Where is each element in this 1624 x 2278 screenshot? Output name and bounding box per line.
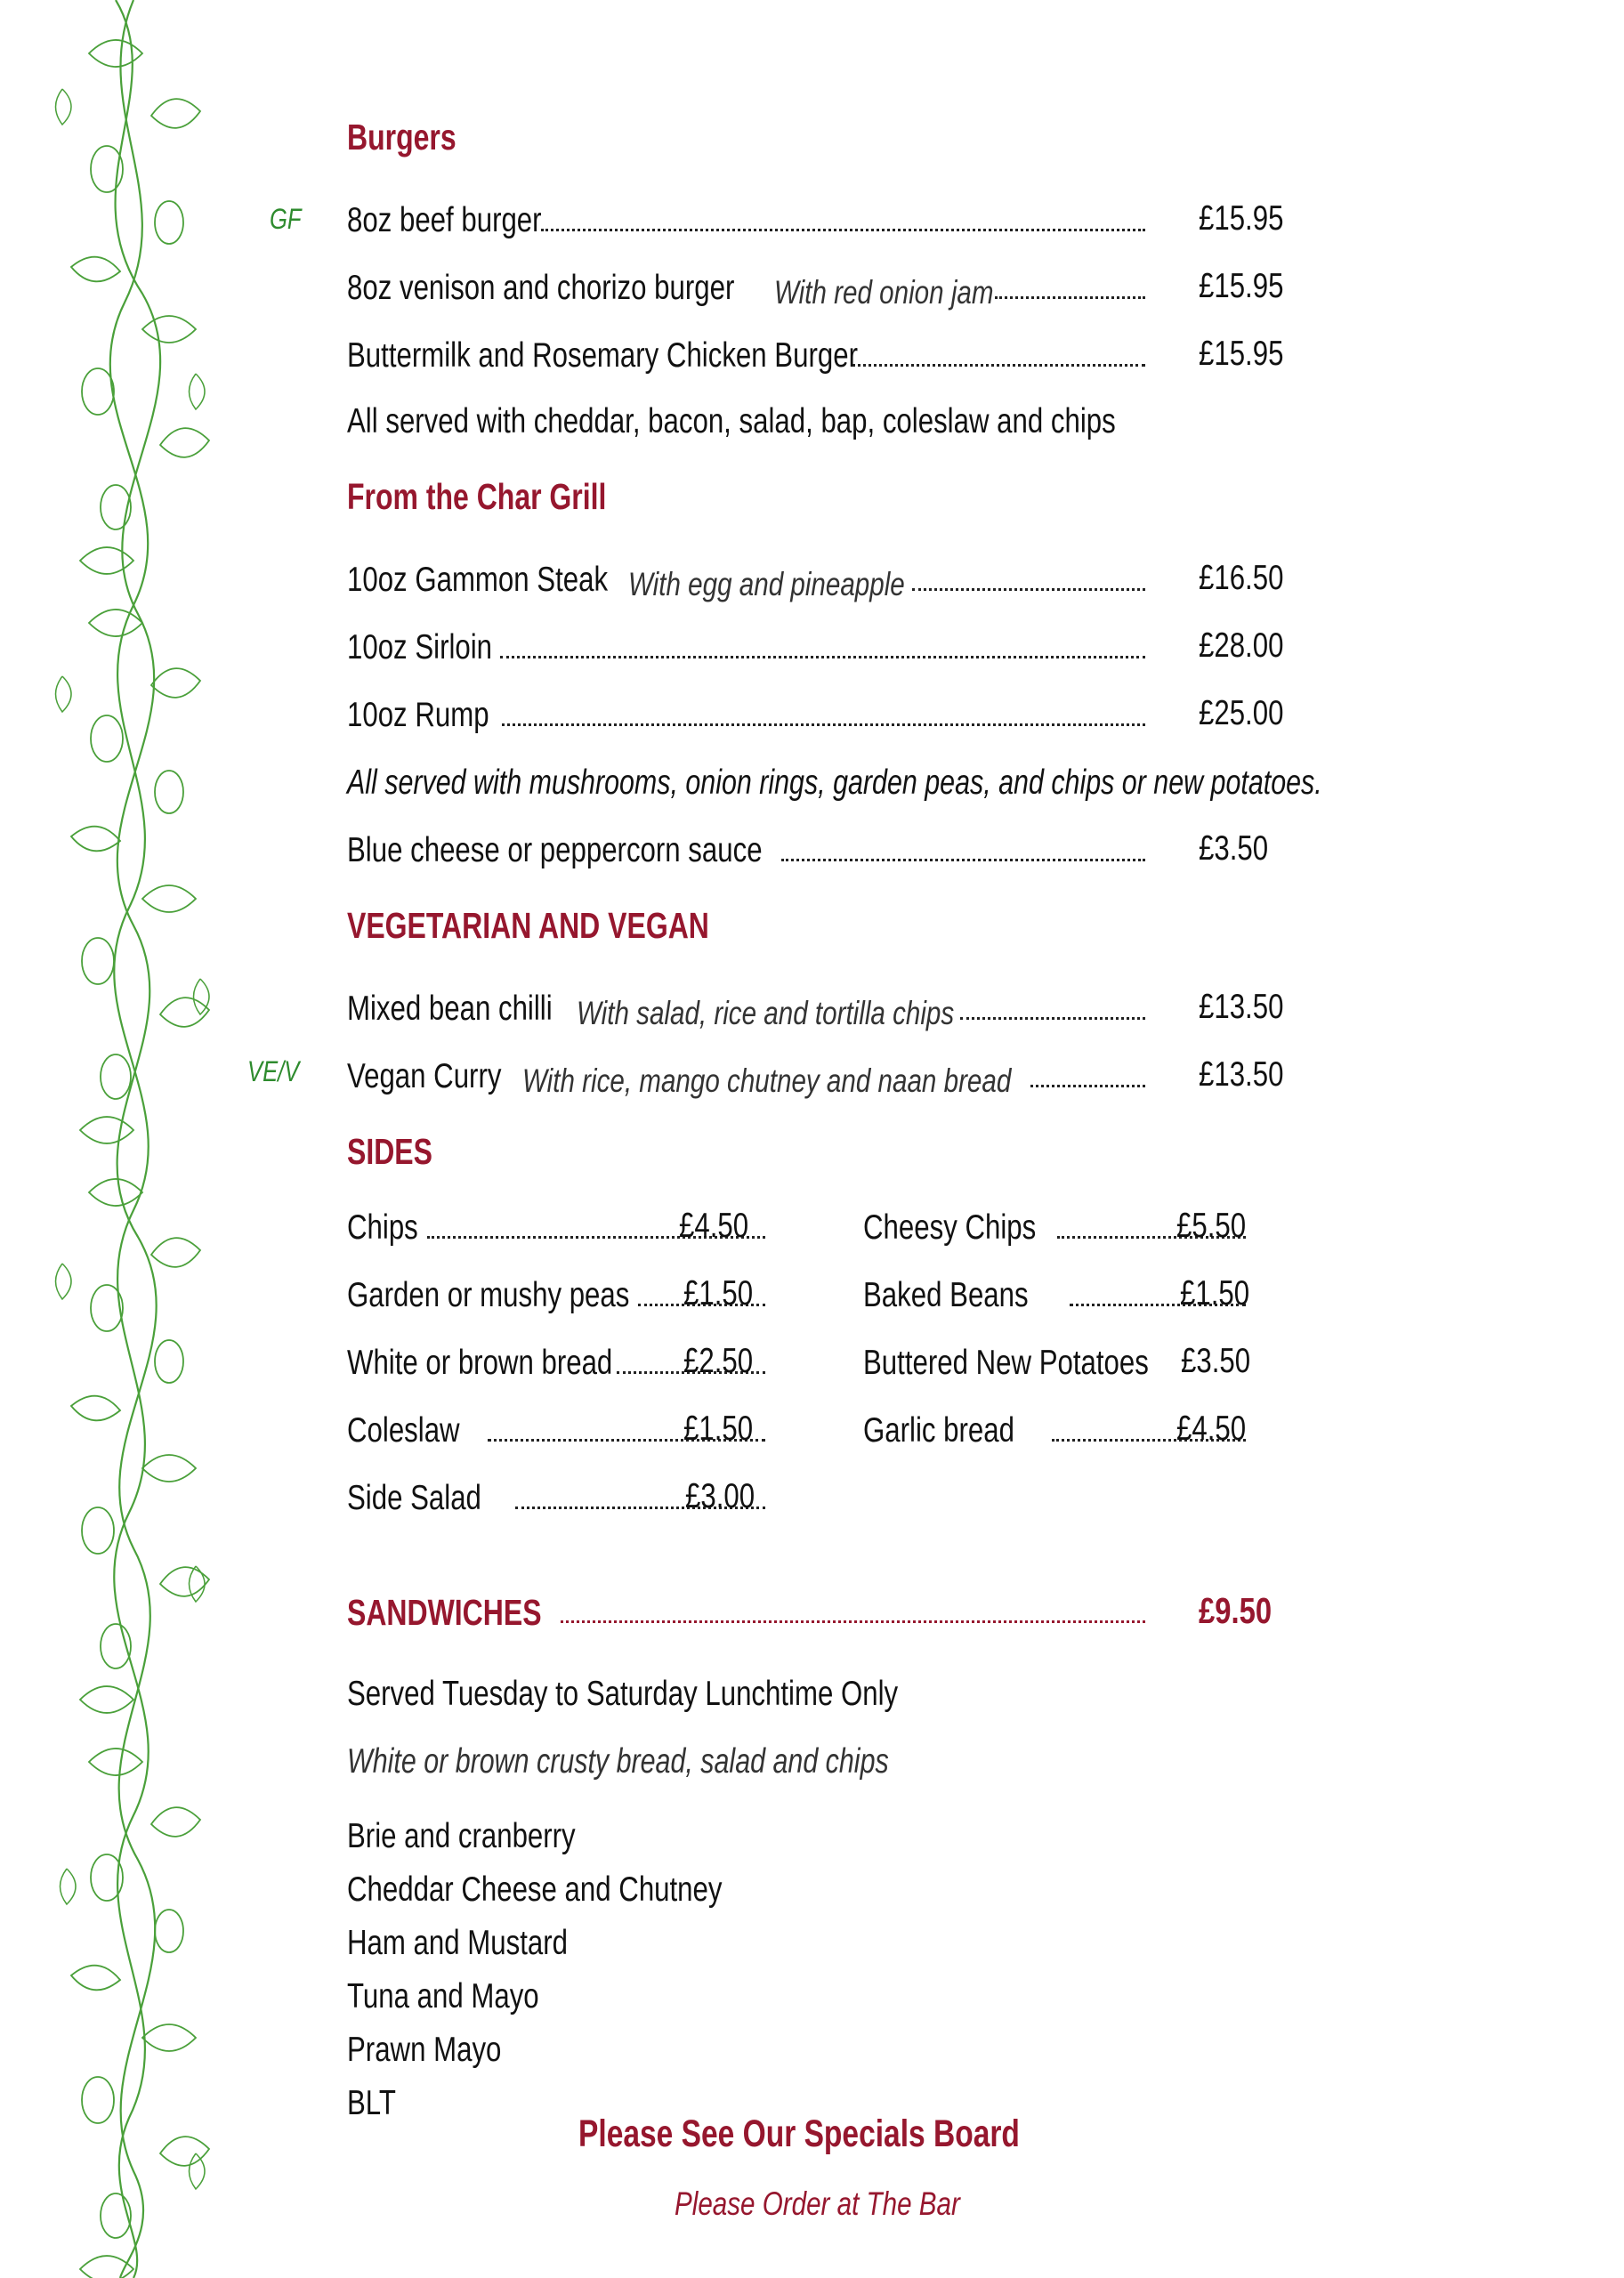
item-price: £16.50 bbox=[1199, 559, 1284, 597]
side-name: Coleslaw bbox=[347, 1411, 460, 1450]
side-price: £4.50 bbox=[1176, 1410, 1247, 1448]
section-heading-char-grill: From the Char Grill bbox=[347, 476, 607, 517]
specials-board-note: Please See Our Specials Board bbox=[578, 2112, 1020, 2155]
menu-item bbox=[347, 692, 1145, 739]
dot-leader bbox=[1030, 1085, 1145, 1087]
item-description: With rice, mango chutney and naan bread bbox=[521, 1062, 1012, 1099]
item-price: £15.95 bbox=[1199, 199, 1284, 238]
item-name: 10oz Rump bbox=[347, 696, 489, 734]
side-price: £1.50 bbox=[683, 1274, 754, 1313]
item-price: £13.50 bbox=[1199, 1055, 1284, 1094]
side-price: £4.50 bbox=[679, 1207, 749, 1245]
item-name: Mixed bean chilli bbox=[347, 990, 553, 1028]
item-price: £13.50 bbox=[1199, 988, 1284, 1026]
side-name: Side Salad bbox=[347, 1479, 481, 1517]
item-description: With red onion jam bbox=[774, 274, 994, 311]
menu-content bbox=[347, 0, 1442, 2278]
side-price: £5.50 bbox=[1176, 1207, 1247, 1245]
section-heading-sides: SIDES bbox=[347, 1131, 432, 1172]
item-price: £25.00 bbox=[1199, 694, 1284, 732]
sandwich-item: Ham and Mustard bbox=[347, 1924, 568, 1962]
menu-item bbox=[347, 198, 1145, 244]
side-name: Chips bbox=[347, 1208, 418, 1247]
item-price: £28.00 bbox=[1199, 626, 1284, 665]
sandwich-item: Prawn Mayo bbox=[347, 2031, 502, 2069]
sandwiches-price: £9.50 bbox=[1199, 1590, 1273, 1631]
vegan-vegetarian-tag: VE/V bbox=[247, 1055, 300, 1087]
menu-item bbox=[347, 986, 1145, 1032]
item-name: 8oz venison and chorizo burger bbox=[347, 269, 735, 307]
order-at-bar-note: Please Order at The Bar bbox=[675, 2185, 960, 2222]
dot-leader bbox=[561, 1620, 1145, 1623]
char-grill-note: All served with mushrooms, onion rings, garden peas, and chips or new potatoes. bbox=[347, 763, 1322, 802]
menu-item bbox=[347, 1054, 1145, 1100]
side-name: Garlic bread bbox=[863, 1411, 1014, 1450]
dot-leader bbox=[852, 364, 1145, 367]
item-price: £15.95 bbox=[1199, 267, 1284, 305]
dot-leader bbox=[912, 588, 1145, 591]
side-name: Cheesy Chips bbox=[863, 1208, 1037, 1247]
item-name: 10oz Sirloin bbox=[347, 628, 493, 666]
side-price: £1.50 bbox=[1180, 1274, 1250, 1313]
menu-item bbox=[347, 265, 1145, 311]
item-description: With egg and pineapple bbox=[628, 566, 906, 602]
menu-item bbox=[347, 625, 1145, 671]
section-heading-sandwiches: SANDWICHES bbox=[347, 1592, 542, 1633]
side-price: £2.50 bbox=[683, 1342, 754, 1380]
item-name: 10oz Gammon Steak bbox=[347, 561, 609, 599]
menu-item bbox=[347, 557, 1145, 603]
side-name: Buttered New Potatoes bbox=[863, 1344, 1149, 1382]
sandwiches-heading-row bbox=[347, 1589, 1145, 1636]
burgers-note: All served with cheddar, bacon, salad, bap, coleslaw and chips bbox=[347, 402, 1116, 440]
dot-leader bbox=[502, 723, 1145, 726]
section-heading-vegetarian: VEGETARIAN AND VEGAN bbox=[347, 905, 709, 946]
dot-leader bbox=[500, 656, 1145, 658]
sandwich-item: BLT bbox=[347, 2084, 396, 2122]
sandwich-item: Cheddar Cheese and Chutney bbox=[347, 1870, 723, 1909]
side-name: Baked Beans bbox=[863, 1276, 1029, 1314]
side-name: Garden or mushy peas bbox=[347, 1276, 630, 1314]
dot-leader bbox=[960, 1017, 1145, 1020]
sandwiches-note: White or brown crusty bread, salad and chips bbox=[347, 1742, 889, 1781]
dot-leader bbox=[541, 229, 1145, 231]
side-price: £3.50 bbox=[1181, 1342, 1251, 1380]
menu-item bbox=[347, 333, 1145, 379]
side-price: £1.50 bbox=[683, 1410, 754, 1448]
section-heading-burgers: Burgers bbox=[347, 117, 456, 158]
gluten-free-tag: GF bbox=[270, 203, 302, 235]
menu-item bbox=[347, 828, 1145, 874]
side-price: £3.00 bbox=[685, 1477, 755, 1515]
dot-leader bbox=[995, 296, 1145, 299]
item-name: 8oz beef burger bbox=[347, 201, 542, 239]
hop-vine-border bbox=[36, 0, 240, 2278]
item-description: With salad, rice and tortilla chips bbox=[577, 995, 955, 1031]
dot-leader bbox=[781, 859, 1145, 861]
item-price: £15.95 bbox=[1199, 335, 1284, 373]
item-name: Buttermilk and Rosemary Chicken Burger bbox=[347, 336, 858, 375]
sandwiches-served: Served Tuesday to Saturday Lunchtime Only bbox=[347, 1675, 899, 1713]
side-name: White or brown bread bbox=[347, 1344, 613, 1382]
item-name: Blue cheese or peppercorn sauce bbox=[347, 831, 763, 869]
sandwich-item: Brie and cranberry bbox=[347, 1817, 576, 1855]
item-price: £3.50 bbox=[1199, 829, 1269, 868]
sandwich-item: Tuna and Mayo bbox=[347, 1977, 539, 2015]
item-name: Vegan Curry bbox=[347, 1057, 502, 1095]
